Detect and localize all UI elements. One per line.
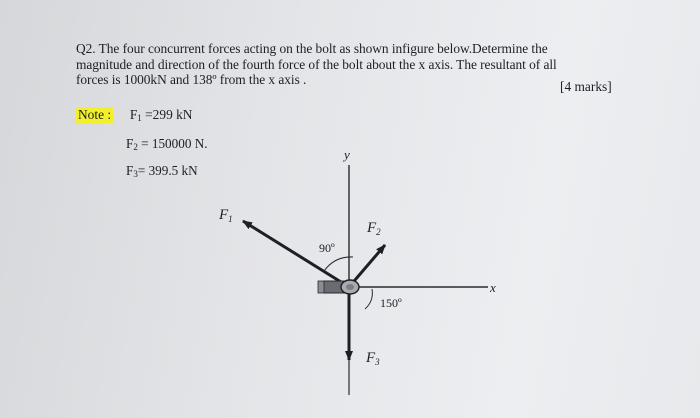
f2-value: = 150000 N. [137,136,208,151]
f3-label: $F_3$ [366,350,380,367]
marks-label: [4 marks] [560,79,612,94]
f1-value: =299 kN [141,107,193,122]
note-label: Note : [78,107,112,122]
angle-arc-150 [365,289,372,309]
question-line-3: forces is 1000kN and 138º from the x axis . [76,72,307,87]
f1-symbol: F [129,107,138,122]
f1-label: $F_1$ [219,207,233,224]
bolt-icon [318,280,359,294]
f3-value: = 399.5 kN [137,163,198,178]
f3-subscript: 3 [133,169,138,179]
axis-x-label: x [490,280,496,295]
angle-90-label: 90º [319,241,335,255]
angle-150-label: 150º [380,296,402,310]
question-line-1: Q2. The four concurrent forces acting on the bolt as shown infigure below.Determine the [76,41,548,56]
f2-label: $F_2$ [367,220,381,237]
f3-symbol: F [126,163,134,178]
f2-subscript: 2 [133,142,138,152]
question-line-2: magnitude and direction of the fourth force of the bolt about the x axis. The resultant of all [76,56,557,72]
f2-symbol: F [126,136,134,151]
f1-subscript: 1 [137,113,142,123]
axis-y-label: y [344,147,350,162]
